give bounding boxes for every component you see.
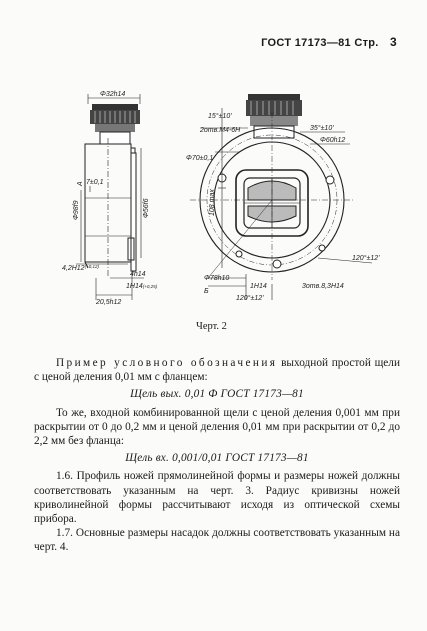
dim-bottom-3: 1H14(+0,25): [126, 283, 158, 290]
dim-d2: Φ70±0,1: [186, 155, 214, 162]
dim-flange: Φ56f6: [143, 198, 150, 218]
angle-3: 120°±12': [236, 295, 264, 302]
dim-body: Φ98f9: [73, 200, 80, 220]
dim-bottom-1: $4,2H12^{(+0,12)}$: [62, 264, 99, 272]
angle-1: 15°±10': [208, 113, 232, 120]
angle-2: 35°±10': [310, 125, 334, 132]
paragraph-example: [34, 356, 400, 384]
page-number: 3: [390, 35, 397, 49]
dim-d3: Φ78h10: [204, 275, 230, 282]
page-header: [261, 35, 397, 49]
paragraph-same: То же, входной комбинированной щели с ценой деления 0,001 мм при раскрытии от 0 до 0,2 мм и ценой деления 0,01 мм при раскрытии от 0,2 до 2,2 мм без фланца:: [34, 406, 400, 448]
dim-bottom-4: 20,5h12: [96, 299, 122, 306]
standard-number: ГОСТ 17173—81: [261, 37, 351, 49]
tolerance: 7±0,1: [86, 179, 104, 186]
technical-drawing: [40, 88, 400, 313]
spaced-heading: Пример условного обозначения: [56, 357, 278, 369]
dim-top: Φ32h14: [100, 91, 126, 98]
figure-caption: Черт. 2: [196, 321, 227, 332]
thread: 2отв.М4-6Н: [200, 127, 241, 134]
page-label: Стр.: [354, 37, 379, 49]
paragraph-example-rest: выходной простой щели с ценой деления 0,01 мм с фланцем:: [34, 357, 400, 384]
dim-height: 108 max: [209, 189, 216, 216]
holes: 3отв.8,3H14: [302, 283, 344, 290]
dim-d1: Φ60h12: [320, 137, 346, 144]
label-b: Б: [204, 288, 209, 295]
left-view: [76, 94, 144, 300]
label-a: А: [77, 181, 84, 186]
designation-2: Щель вх. 0,001/0,01 ГОСТ 17173—81: [125, 452, 309, 465]
angle-4: 120°±12': [352, 255, 380, 262]
body-text: [34, 356, 400, 555]
designation-1: Щель вых. 0,01 Ф ГОСТ 17173—81: [130, 388, 304, 401]
paragraph-1-6: 1.6. Профиль ножей прямолинейной формы и размеры ножей должны соответствовать указанным на черт. 3. Радиус кривизны ножей криволинейной формы рассчитывают исходя из оптической схемы прибора.: [34, 470, 400, 526]
dim-bottom-2: 4h14: [130, 271, 146, 278]
right-view: [190, 94, 372, 300]
dim-slot: 1H14: [250, 283, 267, 290]
paragraph-1-7: 1.7. Основные размеры насадок должны соответствовать указанным на черт. 4.: [34, 527, 400, 554]
